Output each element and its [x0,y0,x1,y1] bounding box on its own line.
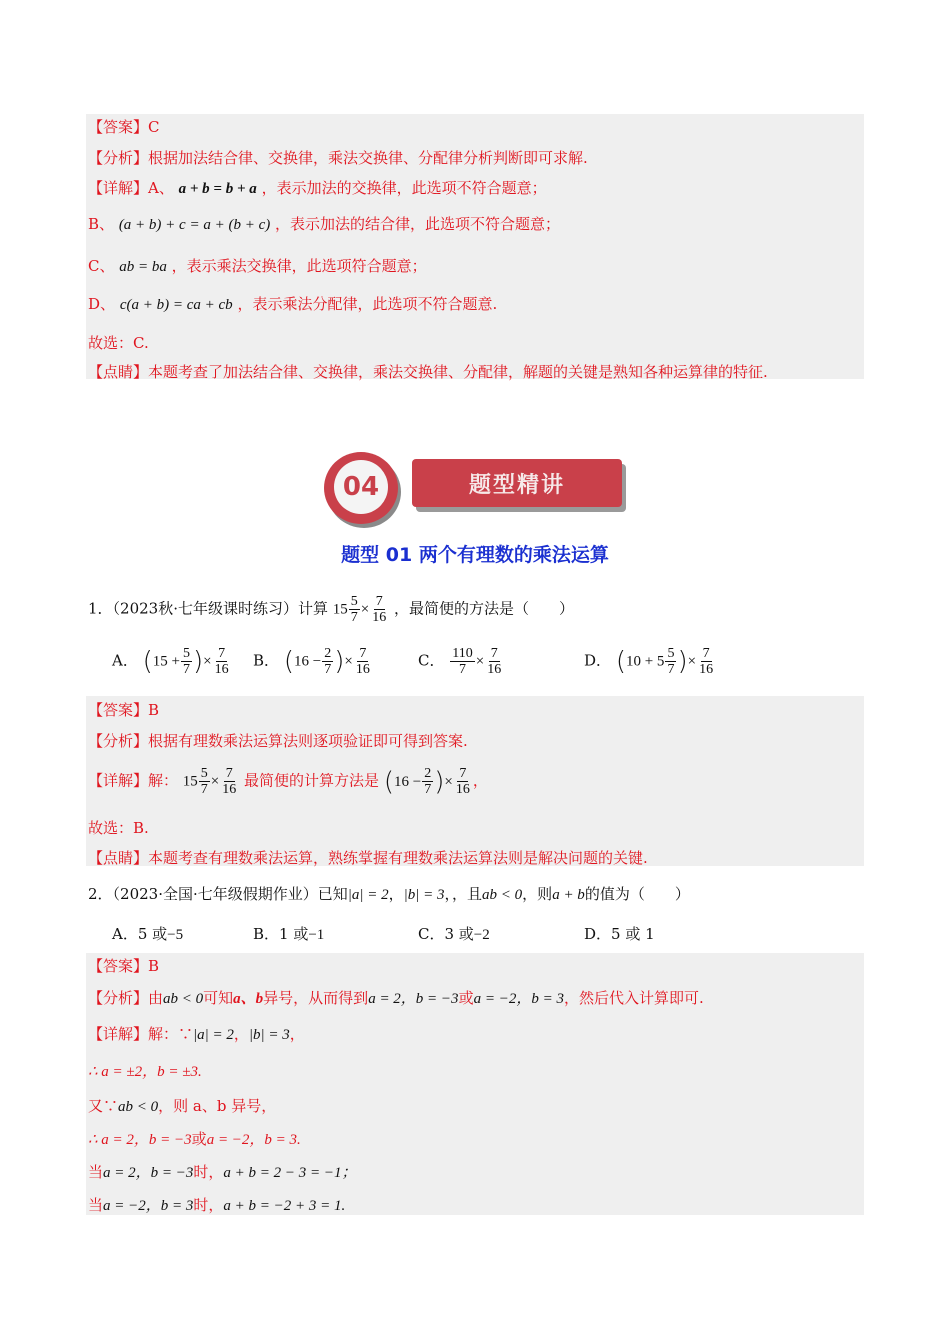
option-label: D． [584,651,612,670]
q2-option-b[interactable]: B．1 或−1 [253,925,325,943]
q1-analysis: 【分析】根据有理数乘法运算法则逐项验证即可得到答案. [88,732,468,750]
q1-answer: 【答案】B [88,701,160,719]
option-label: B． [253,651,280,670]
detail-prefix: 【详解】A、 [88,179,174,197]
prefix-c: C、 [88,257,115,275]
prev-detail-a [88,178,547,199]
text-c: ，表示乘法交换律，此选项符合题意； [171,257,427,275]
q1-comment: 【点睛】本题考查有理数乘法运算，熟练掌握有理数乘法运算法则是解决问题的关键. [88,849,648,867]
q2-cond1: |a| = 2 [347,887,389,903]
section-title: 题型 01 两个有理数的乘法运算 [341,544,609,566]
q2-target: a + b [552,887,585,903]
text-d: ，表示乘法分配律，此选项不符合题意. [237,295,498,313]
prev-analysis: 【分析】根据加法结合律、交换律，乘法交换律、分配律分析判断即可求解. [88,149,588,167]
q2-analysis: 【分析】由ab < 0可知a、b异号，从而得到a = 2，b = −3或a = −2，b = 3，然后代入计算即可. [88,989,704,1007]
q1-detail-mid: 最简便的计算方法是 [244,771,380,790]
text-a: ，表示加法的交换律，此选项不符合题意； [261,179,547,197]
q1-frac-1: $\frac{5}{7}$ [350,594,358,625]
q1-whole: 15 [332,601,348,618]
q1-option-b[interactable]: B． (16 − $\frac{2}{7}$ )× $\frac{7}{16}$ [253,646,370,677]
q2-option-a[interactable]: A．5 或−5 [112,925,184,943]
q2-cond3: ab < 0 [482,887,523,903]
q1-detail-prefix: 【详解】解： [88,771,179,790]
q1-option-d[interactable]: D． (10 + 5 $\frac{5}{7}$ )× $\frac{7}{16}$ [584,646,714,677]
q2-detail-6: 当a = −2，b = 3时，a + b = −2 + 3 = 1. [88,1196,346,1214]
q1-stem-suffix: ，最简便的方法是（ ） [394,599,575,618]
expr-a: a + b = b + a [178,181,257,197]
text-b: ，表示加法的结合律，此选项不符合题意； [275,215,561,233]
expr-d: c(a + b) = ca + cb [119,297,233,313]
banner-number-badge [324,452,398,524]
section-banner [324,450,624,526]
q1-option-a[interactable]: A． (15 + $\frac{5}{7}$ )× $\frac{7}{16}$ [112,646,229,677]
option-label: A． [112,651,138,670]
q2-detail-3: 又∵ab < 0，则 a、b 异号， [88,1097,277,1115]
q1-detail-end: ， [472,771,488,790]
prev-answer: 【答案】C [88,118,160,136]
q2-option-c[interactable]: C．3 或−2 [418,925,490,943]
prev-detail-c [88,256,427,277]
q2-stem-prefix: 2．（2023·全国·七年级假期作业）已知 [88,885,348,903]
q2-stem: 2．（2023·全国·七年级假期作业）已知|a| = 2，|b| = 3，，且ab < 0，则a + b的值为（ ） [88,885,690,903]
prev-choose: 故选：C. [88,334,149,352]
q1-option-c[interactable]: C． $\frac{110}{7}$ × $\frac{7}{16}$ [418,646,502,677]
prev-comment: 【点睛】本题考查了加法结合律、交换律，乘法交换律、分配律，解题的关键是熟知各种运算律的特征. [88,363,768,381]
q2-detail-5: 当a = 2，b = −3时，a + b = 2 − 3 = −1； [88,1163,357,1181]
banner-title-plate [412,459,622,507]
prefix-d: D、 [88,295,116,313]
q2-detail-4: ∴ a = 2，b = −3或a = −2，b = 3. [88,1130,301,1148]
banner-number: 04 [342,472,380,502]
q1-stem-prefix: 1．（2023秋·七年级课时练习）计算 [88,599,328,618]
q1-detail: 【详解】解： 15 $\frac{5}{7}$ × $\frac{7}{16}$ 最简便的计算方法是 (16 − $\frac{2}{7}$ )× $\frac{7}{16}$ ， [88,766,488,797]
q2-option-d[interactable]: D．5 或 1 [584,925,655,943]
prev-detail-b [88,214,560,235]
expr-c: ab = ba [119,259,167,275]
prev-detail-d [88,294,497,315]
prefix-b: B、 [88,215,115,233]
q2-detail-1: 【详解】解：∵|a| = 2，|b| = 3， [88,1025,305,1043]
q1-choose: 故选：B. [88,819,149,837]
q1-stem: 1．（2023秋·七年级课时练习）计算 15 $\frac{5}{7}$ × $\frac{7}{16}$ ，最简便的方法是（ ） [88,594,575,625]
q2-answer: 【答案】B [88,957,160,975]
q1-frac-2: $\frac{7}{16}$ [372,594,387,625]
option-label: C． [418,651,445,670]
q2-detail-2: ∴ a = ±2，b = ±3. [88,1064,202,1080]
expr-b: (a + b) + c = a + (b + c) [118,217,271,233]
q2-cond2: |b| = 3 [403,887,445,903]
banner-title: 题型精讲 [468,472,565,498]
